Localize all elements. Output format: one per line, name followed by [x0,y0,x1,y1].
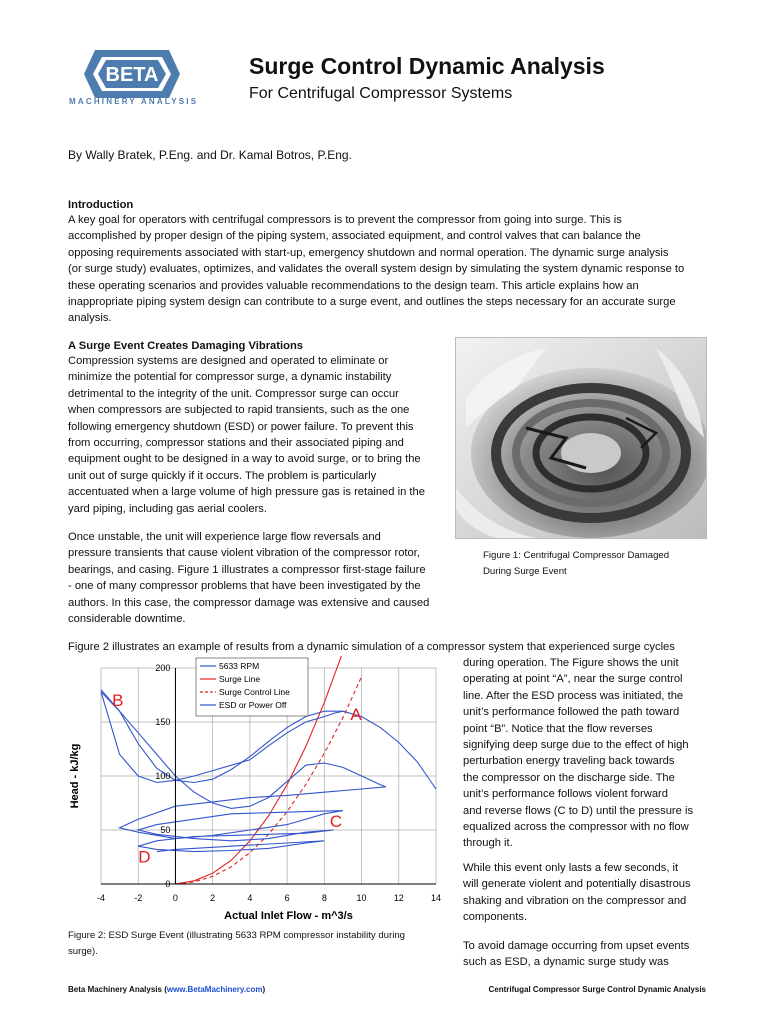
text-line: when compressors are subjected to rapid transients, such as the one [68,404,410,417]
text-line: unit out of surge quickly if it occurs. The problem is particularly [68,469,377,482]
section2-paragraph2 [68,529,448,627]
logo-tagline: MACHINERY ANALYSIS [69,97,199,106]
y-axis-label: Head - kJ/kg [69,743,81,809]
intro-line: (or surge study) evaluates, optimizes, and validates the overall system design by simulating the system dynamic response to [68,263,685,276]
text-line: signifying deep surge due to the effect of high [463,739,689,752]
point-label: C [329,811,343,831]
x-tick-label: 6 [284,893,290,903]
intro-paragraph [68,212,718,327]
figure2-caption [68,928,438,960]
y-tick-label: 150 [155,717,171,727]
footer-prefix: Beta Machinery Analysis ( [68,985,167,994]
x-tick-label: 8 [321,893,327,903]
text-line: yard piping, including gas aerial coolers. [68,502,268,515]
text-line: will generate violent and potentially disastrous [463,878,691,891]
section2-heading: A Surge Event Creates Damaging Vibrations [68,340,304,352]
text-line: While this event only lasts a few seconds, it [463,862,679,874]
text-line: and reverse flows (C to D) until the pressure is [463,804,694,817]
text-line: shaking and vibration on the compressor and [463,894,687,907]
logo-text: BETA [105,64,159,86]
legend-entry: 5633 RPM [219,661,260,671]
website-link[interactable]: www.BetaMachinery.com [166,985,263,994]
intro-line: analysis. [68,312,112,325]
text-line: Compression systems are designed and operated to eliminate or [68,355,389,367]
text-line: Once unstable, the unit will experience large flow reversals and [68,531,381,543]
text-line: equalized across the compressor with no flow [463,821,689,834]
y-tick-label: 50 [160,825,171,835]
right-col-paragraph2 [463,860,723,926]
text-line: minimize the potential for compressor surge, a dynamic instability [68,371,392,384]
x-tick-label: 2 [210,893,216,903]
intro-line: opposing requirements associated with start-up, emergency shutdown and normal operation. The dynamic surge analysis [68,246,669,259]
x-tick-label: 12 [393,893,404,903]
legend-entry: ESD or Power Off [219,700,287,710]
figure2-intro: Figure 2 illustrates an example of results from a dynamic simulation of a compressor system that experienced surge cycles [68,641,675,653]
caption-line: Figure 1: Centrifugal Compressor Damaged [483,550,670,561]
text-line: following emergency shutdown (ESD) or power failure. To prevent this [68,420,414,433]
x-tick-label: 10 [356,893,367,903]
intro-line: A key goal for operators with centrifugal compressors is to prevent the compressor from going into surge. This is [68,214,622,226]
text-line: pressure transients that cause violent vibration of the compressor rotor, [68,547,420,560]
text-line: during operation. The Figure shows the unit [463,657,679,669]
x-tick-label: -2 [134,893,143,903]
text-line: detrimental to the integrity of the unit. Compressor surge can occur [68,387,399,400]
intro-line: accomplished by proper design of the piping system, associated equipment, and control valves that can balance the [68,230,641,243]
text-line: components. [463,911,528,924]
caption-line: During Surge Event [483,566,567,577]
section2-paragraph1 [68,353,448,517]
text-line: accentuated when a large volume of high pressure gas is retained in the [68,486,425,499]
caption-line: surge). [68,946,98,957]
x-tick-label: 0 [172,893,178,903]
page-title: Surge Control Dynamic Analysis [249,53,605,79]
right-col-paragraph1 [463,655,723,852]
figure2-chart [68,656,453,926]
text-line: point “B”. Notice that the flow reverses [463,722,653,735]
legend-entry: Surge Line [219,674,261,684]
text-line: through it. [463,837,513,850]
text-line: To avoid damage occurring from upset events [463,940,690,952]
text-line: the compressor on the discharge side. The [463,771,675,784]
intro-heading: Introduction [68,199,134,211]
text-line: from occurring, compressor stations and their associated piping and [68,437,404,450]
x-tick-label: 4 [247,893,253,903]
text-line: considerable downtime. [68,613,186,626]
y-tick-label: 100 [155,771,171,781]
text-line: unit’s performance followed the path toward [463,706,680,719]
y-tick-label: 200 [155,663,171,673]
right-col-paragraph3 [463,938,723,971]
text-line: - one of many compressor problems that have been investigated by the [68,580,421,593]
footer-right: Centrifugal Compressor Surge Control Dynamic Analysis [488,985,706,994]
caption-line: Figure 2: ESD Surge Event (illustrating 5633 RPM compressor instability during [68,930,405,941]
byline: By Wally Bratek, P.Eng. and Dr. Kamal Botros, P.Eng. [68,148,352,162]
point-label: A [350,704,362,724]
figure1-caption [483,548,669,580]
text-line: equipment ought to be designed in a way to avoid surge, or to bring the [68,453,421,466]
x-tick-label: -4 [96,893,106,903]
footer-left [68,985,265,994]
footer-suffix: ) [262,985,266,994]
text-line: authors. In this case, the compressor damage was extensive and caused [68,596,430,609]
x-axis-label: Actual Inlet Flow - m^3/s [224,910,353,922]
intro-line: these operating scenarios and provides valuable recommendations to the design team. This article explains how an [68,279,639,292]
text-line: such as ESD, a dynamic surge study was [463,956,669,969]
point-label: D [138,847,151,867]
legend-entry: Surge Control Line [219,687,290,697]
x-tick-label: 14 [430,893,442,903]
damaged-compressor-image [456,338,706,538]
text-line: unit’s performance follows violent forward [463,788,668,801]
point-label: B [112,690,124,710]
text-line: bearings, and casing. Figure 1 illustrates a compressor first-stage failure [68,563,426,576]
y-tick-label: 0 [165,879,171,889]
page-subtitle: For Centrifugal Compressor Systems [249,85,513,102]
text-line: operating at point “A”, near the surge control [463,673,683,686]
surge-chart [68,656,453,926]
figure1-photo [455,337,707,539]
text-line: line. After the ESD process was initiated, the [463,689,684,702]
intro-line: inappropriate piping system design can contribute to a surge event, and outlines the steps necessary for an accurate surge [68,296,676,309]
text-line: perturbation energy traveling back towards [463,755,675,768]
